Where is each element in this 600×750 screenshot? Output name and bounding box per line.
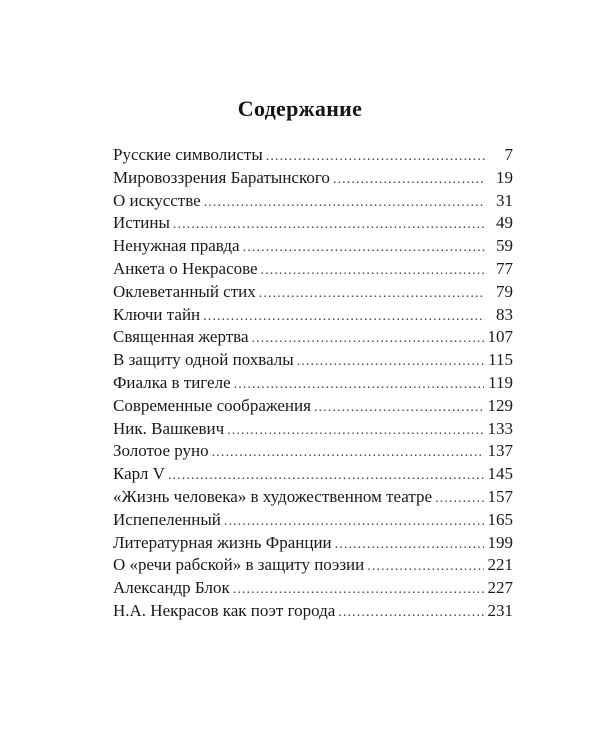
toc-leader-dots	[259, 283, 485, 306]
toc-entry-title: В защиту одной похвалы	[113, 350, 294, 370]
toc-entry-title: Русские символисты	[113, 145, 263, 164]
toc-entry[interactable]	[113, 212, 513, 235]
toc-entry-title: Фиалка в тигеле	[113, 372, 231, 392]
toc-leader-dots	[335, 534, 484, 557]
toc-leader-dots	[261, 260, 485, 283]
toc-entry[interactable]	[113, 326, 513, 349]
toc-leader-dots	[227, 420, 483, 443]
toc-leader-dots	[168, 465, 484, 488]
toc-entry-title: Александр Блок	[113, 578, 230, 598]
toc-entry-title: Ключи тайн	[113, 304, 201, 324]
toc-leader-dots	[243, 237, 485, 260]
toc-entry-title: Испепеленный	[113, 509, 221, 529]
toc-page-number: 199	[487, 532, 513, 552]
toc-entry-title: Священная жертва	[113, 327, 249, 347]
toc-leader-dots	[212, 442, 484, 465]
toc-entry-title: О «речи рабской» в защиту поэзии	[113, 555, 365, 575]
page-title: Содержание	[237, 96, 363, 121]
toc-page-number: 231	[487, 600, 513, 620]
toc-page-number: 133	[487, 418, 513, 438]
toc-leader-dots	[338, 602, 483, 625]
toc-entry-title: Ненужная правда	[113, 236, 240, 256]
toc-page-number: 129	[487, 395, 513, 415]
toc-page-number: 157	[487, 486, 513, 506]
toc-entry[interactable]	[113, 532, 513, 555]
toc-page-number: 19	[496, 167, 513, 187]
toc-entry[interactable]	[113, 440, 513, 463]
toc-leader-dots	[314, 397, 484, 420]
toc-entry-title: Ник. Вашкевич	[113, 418, 225, 438]
toc-entry-title: Мировоззрения Баратынского	[113, 167, 330, 187]
toc-entry[interactable]	[113, 418, 513, 441]
toc-leader-dots	[252, 328, 484, 351]
toc-entry-title: «Жизнь человека» в художественном театре	[113, 486, 433, 506]
toc-entry[interactable]	[113, 395, 513, 418]
table-of-contents	[113, 144, 513, 623]
toc-leader-dots	[203, 306, 485, 329]
toc-entry-title: Анкета о Некрасове	[113, 258, 258, 278]
toc-page-number: 145	[487, 464, 513, 484]
toc-page-number: 221	[487, 555, 513, 575]
toc-leader-dots	[297, 351, 484, 374]
toc-page-number: 107	[487, 327, 513, 347]
toc-entry-title: Оклеветанный стих	[113, 281, 256, 301]
toc-page-number: 119	[488, 372, 513, 392]
toc-leader-dots	[204, 192, 485, 215]
toc-entry[interactable]	[113, 554, 513, 577]
toc-entry[interactable]	[113, 281, 513, 304]
toc-entry[interactable]	[113, 304, 513, 327]
toc-leader-dots	[224, 511, 484, 534]
toc-entry-title: Н.А. Некрасов как поэт города	[113, 600, 336, 620]
toc-entry-title: Современные соображения	[113, 395, 311, 415]
toc-leader-dots	[233, 579, 484, 602]
toc-page-number: 31	[496, 190, 513, 210]
toc-leader-dots	[234, 374, 484, 397]
toc-entry[interactable]	[113, 486, 513, 509]
toc-entry-title: Карл V	[113, 464, 165, 484]
toc-page-number: 79	[496, 281, 513, 301]
toc-page-number: 77	[496, 258, 513, 278]
toc-entry[interactable]	[113, 144, 513, 167]
toc-entry[interactable]	[113, 463, 513, 486]
toc-page-number: 227	[487, 578, 513, 598]
toc-entry-title: О искусстве	[113, 190, 201, 210]
toc-leader-dots	[367, 556, 483, 579]
toc-entry[interactable]	[113, 577, 513, 600]
toc-entry[interactable]	[113, 600, 513, 623]
toc-page-number: 7	[504, 145, 513, 164]
toc-page-number: 83	[496, 304, 513, 324]
toc-leader-dots	[435, 488, 483, 511]
toc-entry-title: Истины	[113, 213, 170, 233]
toc-leader-dots	[333, 169, 485, 192]
toc-leader-dots	[173, 214, 485, 237]
toc-entry[interactable]	[113, 235, 513, 258]
toc-entry[interactable]	[113, 349, 513, 372]
toc-entry[interactable]	[113, 258, 513, 281]
toc-page-number: 165	[487, 509, 513, 529]
toc-entry[interactable]	[113, 509, 513, 532]
toc-entry-title: Золотое руно	[113, 441, 209, 461]
toc-page-number: 115	[488, 350, 513, 370]
toc-page-number: 137	[487, 441, 513, 461]
toc-page-number: 49	[496, 213, 513, 233]
toc-leader-dots	[266, 146, 485, 169]
toc-entry-title: Литературная жизнь Франции	[113, 532, 332, 552]
toc-entry[interactable]	[113, 167, 513, 190]
toc-page-number: 59	[496, 236, 513, 256]
toc-entry[interactable]	[113, 190, 513, 213]
toc-entry[interactable]	[113, 372, 513, 395]
